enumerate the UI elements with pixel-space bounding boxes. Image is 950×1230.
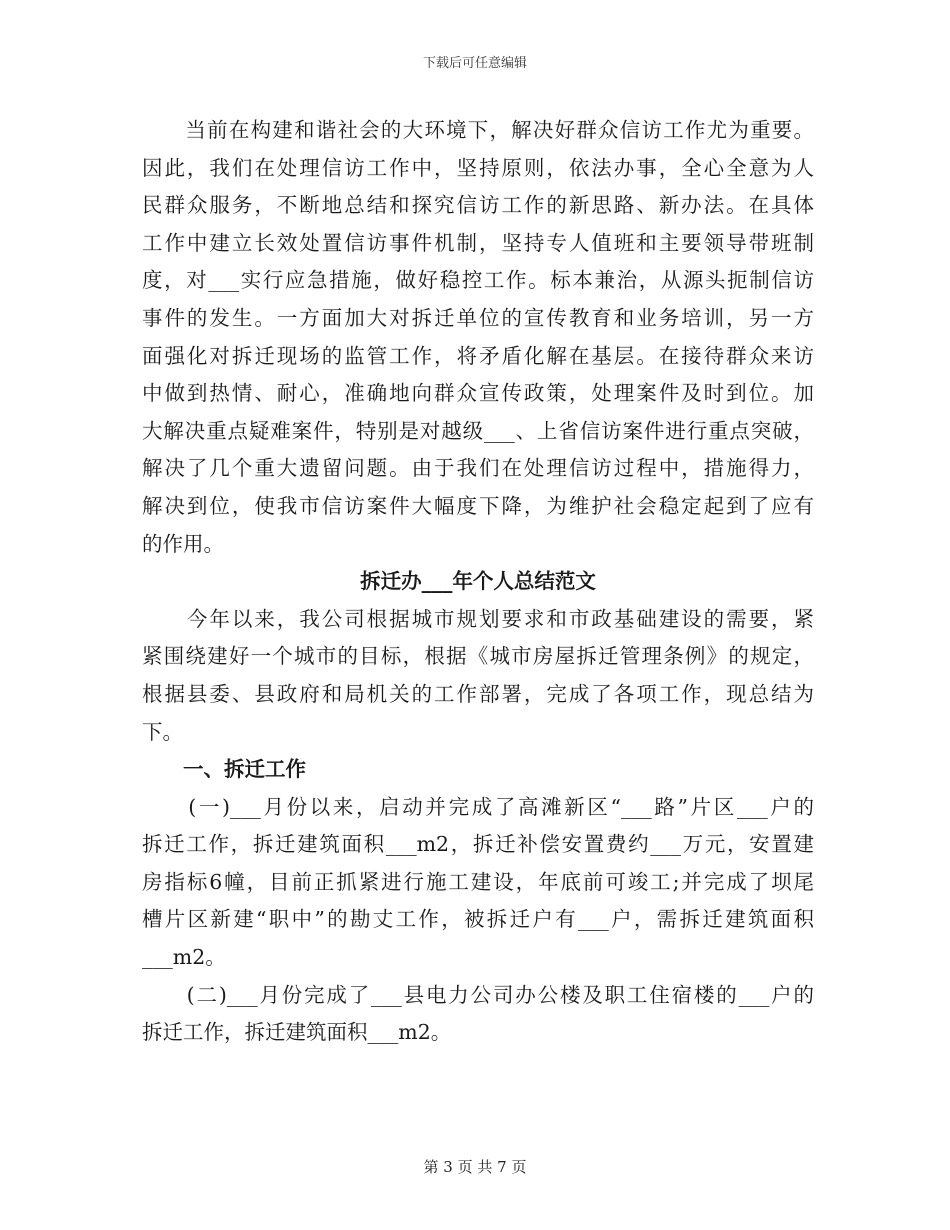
text-line: 紧围绕建好一个城市的目标，根据《城市房屋拆迁管理条例》的规定， [142, 644, 814, 669]
text-line: 中做到热情、耐心，准确地向群众宣传政策，处理案件及时到位。加 [142, 381, 814, 406]
text-line: 根据县委、县政府和局机关的工作部署，完成了各项工作，现总结为 [142, 681, 814, 706]
document-title: 拆迁办___年个人总结范文 [360, 569, 596, 594]
text-line: 因此，我们在处理信访工作中，坚持原则，依法办事，全心全意为人 [142, 155, 814, 180]
text-line: 槽片区新建“职中”的勘丈工作，被拆迁户有___户，需拆迁建筑面积 [142, 907, 814, 932]
document-body [142, 112, 814, 1052]
text-line: 的作用。 [142, 531, 224, 556]
text-line: (一)___月份以来，启动并完成了高滩新区“___路”片区___户的 [142, 794, 814, 819]
text-line: 拆迁工作，拆迁建筑面积___m2，拆迁补偿安置费约___万元，安置建 [142, 832, 814, 857]
text-line: (二)___月份完成了___县电力公司办公楼及职工住宿楼的___户的 [142, 982, 814, 1007]
page-header: 下载后可任意编辑 [422, 56, 527, 71]
text-line: 大解决重点疑难案件，特别是对越级___、上省信访案件进行重点突破， [142, 418, 814, 443]
text-line: 度，对___实行应急措施，做好稳控工作。标本兼治，从源头扼制信访 [142, 268, 814, 293]
text-line: 解决到位，使我市信访案件大幅度下降，为维护社会稳定起到了应有 [142, 493, 814, 518]
text-line: ___m2。 [142, 945, 226, 970]
section-heading: 一、拆迁工作 [142, 757, 306, 782]
text-line: 面强化对拆迁现场的监管工作，将矛盾化解在基层。在接待群众来访 [142, 343, 814, 368]
text-line: 当前在构建和谐社会的大环境下，解决好群众信访工作尤为重要。 [142, 118, 814, 142]
text-line: 解决了几个重大遗留问题。由于我们在处理信访过程中，措施得力， [142, 456, 814, 481]
text-line: 房指标6幢，目前正抓紧进行施工建设，年底前可竣工;并完成了坝尾 [142, 869, 814, 894]
text-line: 今年以来，我公司根据城市规划要求和市政基础建设的需要，紧 [142, 606, 814, 631]
text-line: 民群众服务，不断地总结和探究信访工作的新思路、新办法。在具体 [142, 193, 814, 218]
text-line: 拆迁工作，拆迁建筑面积___m2。 [142, 1020, 452, 1045]
text-line: 事件的发生。一方面加大对拆迁单位的宣传教育和业务培训，另一方 [142, 305, 814, 330]
text-line: 下。 [142, 719, 183, 744]
page-footer: 第 3 页 共 7 页 [423, 1158, 527, 1176]
text-line: 工作中建立长效处置信访事件机制，坚持专人值班和主要领导带班制 [142, 230, 814, 255]
